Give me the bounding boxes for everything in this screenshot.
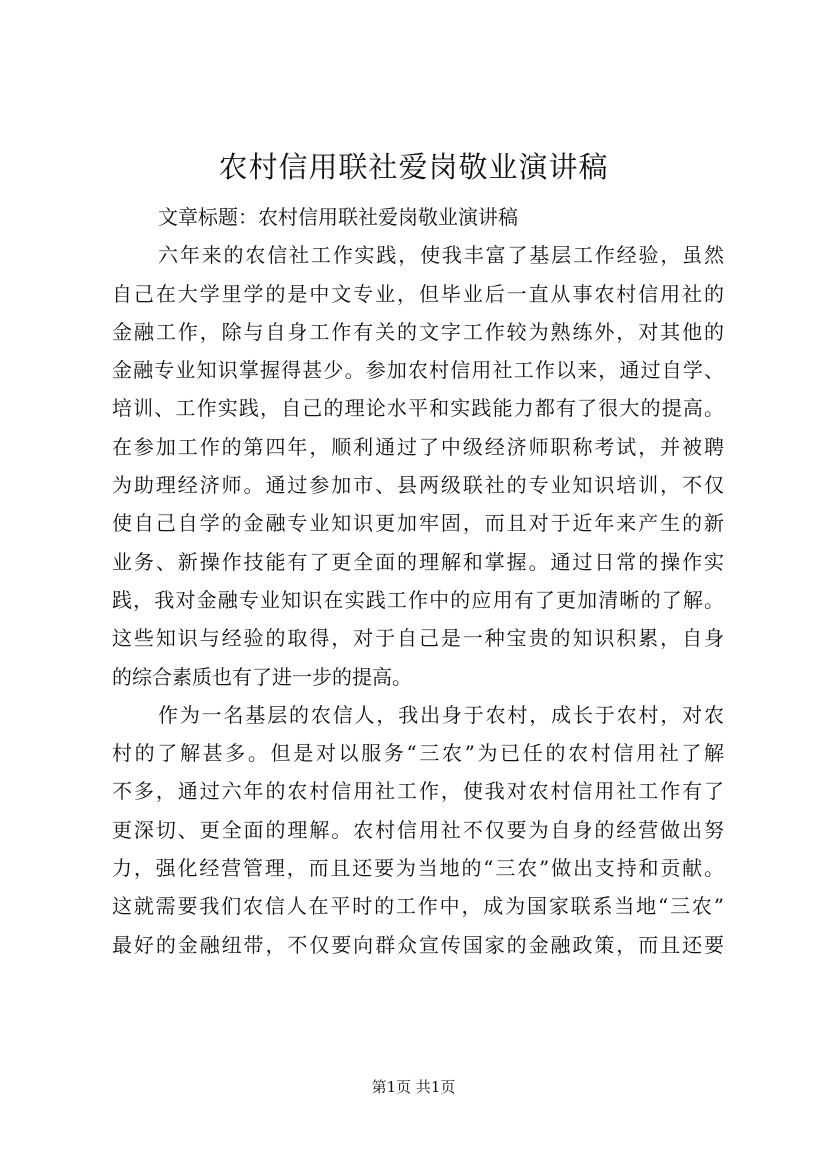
- document-title: 农村信用联社爱岗敬业演讲稿: [218, 150, 609, 184]
- text-line: 业务、新操作技能有了更全面的理解和掌握。通过日常的操作实: [112, 549, 724, 574]
- page-footer: 第1页 共1页: [371, 1078, 456, 1096]
- text-line: 更深切、更全面的理解。农村信用社不仅要为自身的经营做出努: [112, 817, 724, 842]
- text-line: 这就需要我们农信人在平时的工作中，成为国家联系当地“三农”: [112, 894, 724, 919]
- document-body: [112, 198, 724, 964]
- text-line: 培训、工作实践，自己的理论水平和实践能力都有了很大的提高。: [112, 396, 724, 421]
- text-line: 村的了解甚多。但是对以服务“三农”为已任的农村信用社了解: [112, 741, 724, 766]
- text-line: 金融工作，除与自身工作有关的文字工作较为熟练外，对其他的: [112, 319, 724, 344]
- text-line: 力，强化经营管理，而且还要为当地的“三农”做出支持和贡献。: [112, 856, 724, 881]
- text-line: 自己在大学里学的是中文专业，但毕业后一直从事农村信用社的: [112, 281, 724, 306]
- subtitle-line: 文章标题：农村信用联社爱岗敬业演讲稿: [158, 205, 518, 229]
- text-line: 使自己自学的金融专业知识更加牢固，而且对于近年来产生的新: [112, 511, 724, 536]
- text-line: 为助理经济师。通过参加市、县两级联社的专业知识培训，不仅: [112, 473, 724, 498]
- text-line: 六年来的农信社工作实践，使我丰富了基层工作经验，虽然: [158, 243, 724, 268]
- text-line: 作为一名基层的农信人，我出身于农村，成长于农村，对农: [158, 702, 724, 727]
- text-line: 的综合素质也有了进一步的提高。: [112, 664, 412, 689]
- text-line: 在参加工作的第四年，顺利通过了中级经济师职称考试，并被聘: [112, 434, 724, 459]
- text-line: 这些知识与经验的取得，对于自己是一种宝贵的知识积累，自身: [112, 626, 724, 651]
- text-line: 最好的金融纽带，不仅要向群众宣传国家的金融政策，而且还要: [112, 932, 724, 957]
- text-line: 不多，通过六年的农村信用社工作，使我对农村信用社工作有了: [112, 779, 724, 804]
- text-line: 践，我对金融专业知识在实践工作中的应用有了更加清晰的了解。: [112, 587, 724, 612]
- text-line: 金融专业知识掌握得甚少。参加农村信用社工作以来，通过自学、: [112, 358, 724, 383]
